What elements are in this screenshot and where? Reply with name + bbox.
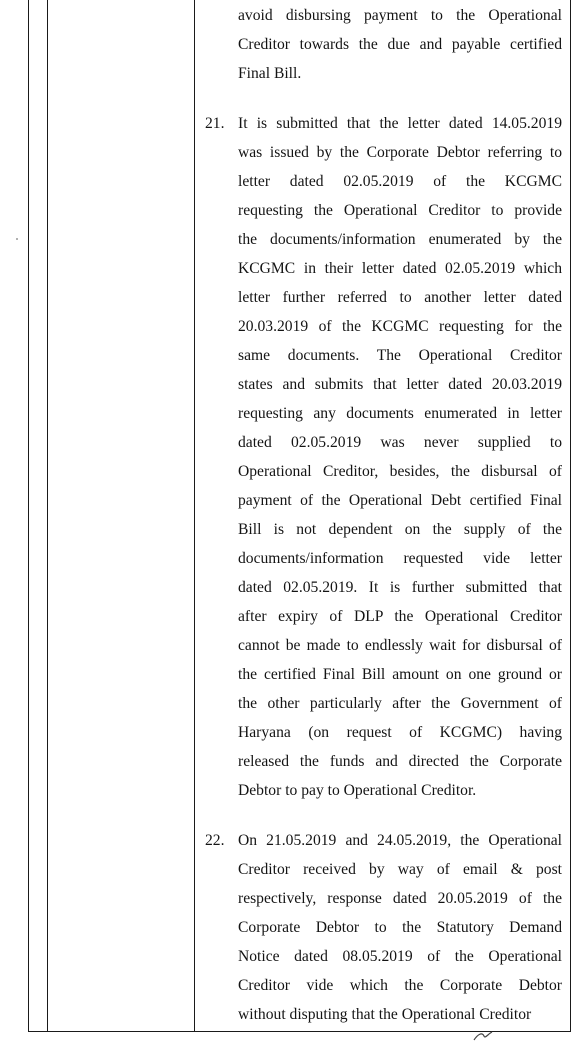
table-column-divider-1 xyxy=(47,0,48,1032)
text-line: Notice dated 08.05.2019 of the Operational xyxy=(238,948,562,965)
text-line: Haryana (on request of KCGMC) having xyxy=(238,724,562,741)
text-line: documents/information requested vide letter xyxy=(238,550,562,567)
table-right-border xyxy=(570,0,571,1032)
text-line: On 21.05.2019 and 24.05.2019, the Operational xyxy=(238,832,562,849)
text-line: Bill is not dependent on the supply of the xyxy=(238,521,562,538)
text-line: was issued by the Corporate Debtor referring to xyxy=(238,144,562,161)
text-line: released the funds and directed the Corporate xyxy=(238,753,562,770)
margin-dot xyxy=(16,238,18,240)
text-line: It is submitted that the letter dated 14.05.2019 xyxy=(238,115,562,132)
table-column-divider-2 xyxy=(194,0,195,1032)
text-line: cannot be made to endlessly wait for disbursal of xyxy=(238,637,562,654)
text-line: Creditor towards the due and payable certified xyxy=(238,36,562,53)
text-line: payment of the Operational Debt certified Final xyxy=(238,492,562,509)
text-line: respectively, response dated 20.05.2019 of the xyxy=(238,890,562,907)
text-line: requesting any documents enumerated in letter xyxy=(238,405,562,422)
text-line: letter further referred to another letter dated xyxy=(238,289,562,306)
text-line: avoid disbursing payment to the Operational xyxy=(238,7,562,24)
text-line: 20.03.2019 of the KCGMC requesting for the xyxy=(238,318,562,335)
text-line: dated 02.05.2019 was never supplied to xyxy=(238,434,562,451)
text-line: dated 02.05.2019. It is further submitted that xyxy=(238,579,562,596)
paragraph-number: 21. xyxy=(205,115,225,132)
text-line: same documents. The Operational Creditor xyxy=(238,347,562,364)
text-line: Creditor received by way of email & post xyxy=(238,861,562,878)
text-line: Operational Creditor, besides, the disbursal of xyxy=(238,463,562,480)
text-line: Corporate Debtor to the Statutory Demand xyxy=(238,919,562,936)
text-line: Final Bill. xyxy=(238,65,302,82)
text-line: Debtor to pay to Operational Creditor. xyxy=(238,782,477,799)
text-line: the other particularly after the Government of xyxy=(238,695,562,712)
text-line: letter dated 02.05.2019 of the KCGMC xyxy=(238,173,562,190)
table-left-border xyxy=(28,0,29,1032)
text-line: the documents/information enumerated by the xyxy=(238,231,562,248)
text-line: KCGMC in their letter dated 02.05.2019 which xyxy=(238,260,562,277)
paragraph-number: 22. xyxy=(205,832,225,849)
signature-mark xyxy=(472,1030,496,1041)
text-line: Creditor vide which the Corporate Debtor xyxy=(238,977,562,994)
text-line: states and submits that letter dated 20.03.2019 xyxy=(238,376,562,393)
text-line: requesting the Operational Creditor to provide xyxy=(238,202,562,219)
text-line: after expiry of DLP the Operational Creditor xyxy=(238,608,562,625)
text-line: the certified Final Bill amount on one ground or xyxy=(238,666,562,683)
text-line: without disputing that the Operational Creditor xyxy=(238,1006,532,1023)
